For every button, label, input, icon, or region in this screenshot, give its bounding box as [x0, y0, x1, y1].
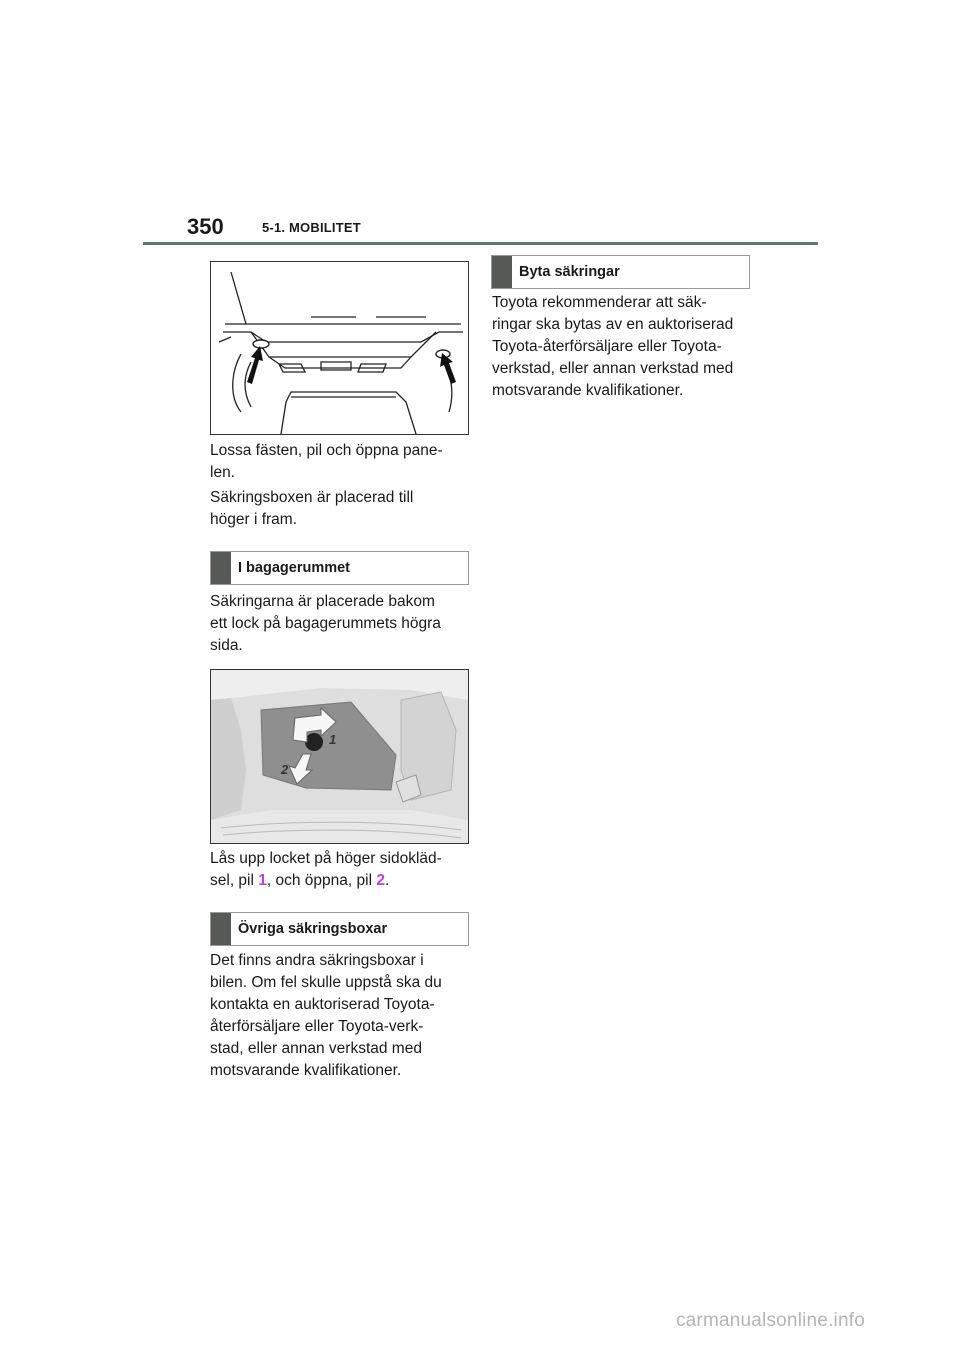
section-heading-bar [211, 913, 231, 945]
figure-trunk-cover [210, 669, 469, 844]
text-line: kontakta en auktoriserad Toyota- [210, 996, 435, 1013]
section-heading-bar [492, 256, 512, 288]
text-line: Lås upp locket på höger sidokläd- [210, 850, 442, 867]
figure-panel-fasteners [210, 261, 469, 435]
text-line: Säkringarna är placerade bakom [210, 593, 435, 610]
panel-fasteners-illustration [211, 262, 468, 434]
text-line: sida. [210, 637, 243, 654]
text-line: återförsäljare eller Toyota-verk- [210, 1018, 424, 1035]
section-heading-other-fuseboxes [210, 912, 469, 946]
callout-number-2: 2 [376, 872, 385, 889]
text-line: Toyota rekommenderar att säk- [492, 294, 707, 311]
text-line: len. [210, 464, 235, 481]
text-line: stad, eller annan verkstad med [210, 1040, 422, 1057]
text-line: Det finns andra säkringsboxar i [210, 952, 424, 969]
paragraph-replace-fuses [492, 292, 733, 402]
text-line: motsvarande kvalifikationer. [210, 1062, 402, 1079]
text-line: bilen. Om fel skulle uppstå ska du [210, 974, 442, 991]
text-line: motsvarande kvalifikationer. [492, 382, 684, 399]
paragraph-loosen-fasteners [210, 440, 443, 484]
text-line: ett lock på bagagerummets högra [210, 615, 441, 632]
section-heading-replace-fuses [491, 255, 750, 289]
page-number: 350 [187, 214, 224, 239]
text-line: ringar ska bytas av en auktoriserad [492, 316, 734, 333]
text-fragment: . [384, 872, 390, 889]
paragraph-other-fuseboxes [210, 950, 442, 1082]
arrow-2-label: 2 [281, 762, 289, 777]
section-heading-trunk [210, 551, 469, 585]
section-heading-bar [211, 552, 231, 584]
text-line [210, 870, 442, 892]
paragraph-fusebox-location [210, 487, 413, 531]
section-heading-title: Byta säkringar [519, 264, 620, 280]
text-line: Toyota-återförsäljare eller Toyota- [492, 338, 722, 355]
header-rule [143, 242, 818, 245]
arrow-1-label: 1 [329, 732, 337, 747]
text-fragment: sel, pil [210, 872, 259, 889]
watermark: carmanualsonline.info [675, 1310, 865, 1331]
chapter-title: 5-1. MOBILITET [262, 220, 361, 235]
section-heading-title: Övriga säkringsboxar [238, 921, 388, 937]
text-line: verkstad, eller annan verkstad med [492, 360, 734, 377]
callout-number-1: 1 [258, 872, 267, 889]
text-fragment: , och öppna, pil [266, 872, 377, 889]
text-line: höger i fram. [210, 511, 298, 528]
paragraph-unlock-cover [210, 848, 442, 892]
text-line: Säkringsboxen är placerad till [210, 489, 414, 506]
trunk-cover-illustration [211, 670, 468, 843]
section-heading-title: I bagagerummet [238, 560, 350, 576]
text-line: Lossa fästen, pil och öppna pane- [210, 442, 443, 459]
paragraph-trunk-fuses [210, 591, 441, 657]
